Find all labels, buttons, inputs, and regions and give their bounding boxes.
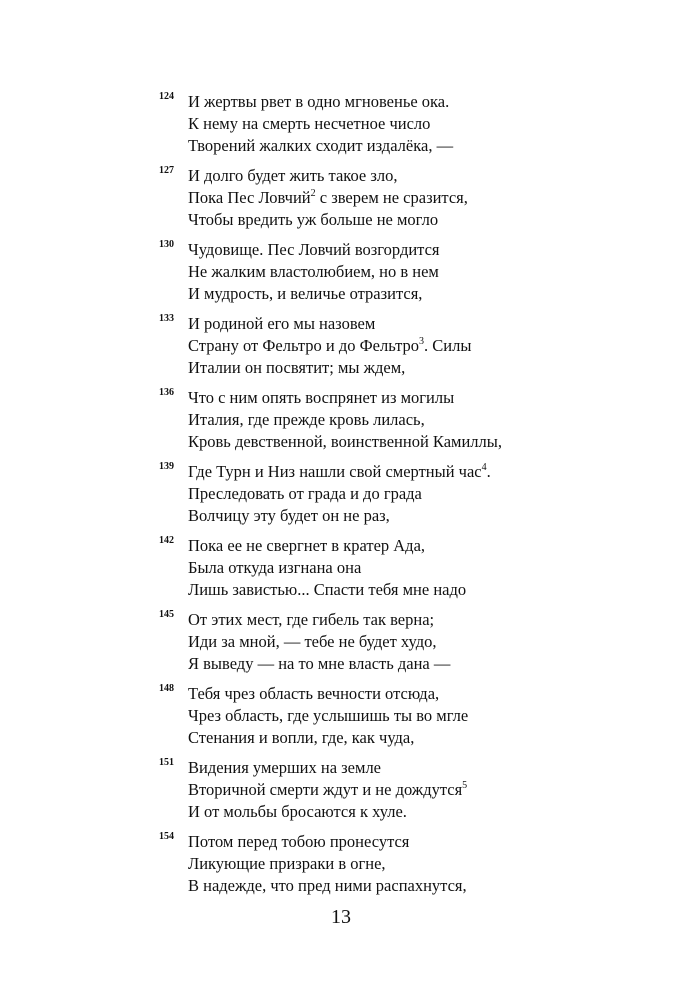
verse-text: . Силы [424,336,472,355]
verse-line: Чтобы вредить уж больше не могло [188,210,439,229]
verse-line: В надежде, что пред ними распахнутся, [188,876,467,895]
verse-line: Чрез область, где услышишь ты во мгле [188,706,469,725]
verse-line [188,461,658,483]
verse-lines [188,91,658,157]
verse-line: Стенания и вопли, где, как чуда, [188,728,415,747]
verse-line: Тебя чрез область вечности отсюда, [188,684,440,703]
line-number: 154 [159,831,174,842]
verse-line [188,187,658,209]
verse-line: Не жалким властолюбием, но в нем [188,262,439,281]
verse-line: Кровь девственной, воинственной Камиллы, [188,432,502,451]
verse-lines [188,165,658,231]
line-number: 142 [159,535,174,546]
verse-text: . [486,462,491,481]
verse-line: Преследовать от града и до града [188,484,422,503]
verse-lines [188,831,658,897]
verse-line: Видения умерших на земле [188,758,382,777]
line-number: 124 [159,91,174,102]
line-number: 148 [159,683,174,694]
verse-line: Иди за мной, — тебе не будет худо, [188,632,437,651]
verse-lines [188,387,658,453]
verse-line: Была откуда изгнана она [188,558,362,577]
verse-line: Италия, где прежде кровь лилась, [188,410,425,429]
verse-line: Ликующие призраки в огне, [188,854,386,873]
verse-lines [188,239,658,305]
verse-line: Италии он посвятит; мы ждем, [188,358,406,377]
verse-line: И родиной его мы назовем [188,314,376,333]
footnote-ref: 3 [419,336,424,347]
verse-line [188,335,658,357]
line-number: 136 [159,387,174,398]
verse-lines [188,461,658,527]
verse-text: Где Турн и Низ нашли свой смертный час [188,462,482,481]
verse-lines [188,609,658,675]
line-number: 130 [159,239,174,250]
line-number: 151 [159,757,174,768]
verse-lines [188,757,658,823]
verse-line: Я выведу — на то мне власть дана — [188,654,451,673]
verse-lines [188,313,658,379]
verse-line: Что с ним опять воспрянет из могилы [188,388,455,407]
footnote-ref: 4 [481,462,487,473]
verse-line: Пока ее не свергнет в кратер Ада, [188,536,426,555]
verse-line: Потом перед тобою пронесутся [188,832,410,851]
line-number: 133 [159,313,174,324]
verse-line: От этих мест, где гибель так верна; [188,610,435,629]
verse-text: с зверем не сразится, [315,188,468,207]
verse-line: Волчицу эту будет он не раз, [188,506,390,525]
verse-line: И долго будет жить такое зло, [188,166,398,185]
verse-line: К нему на смерть несчетное число [188,114,431,133]
verse-text: Вторичной смерти ждут и не дождутся [188,780,463,799]
verse-line [188,779,658,801]
verse-line: И жертвы рвет в одно мгновенье ока. [188,92,450,111]
line-number: 139 [159,461,174,472]
line-number: 127 [159,165,174,176]
verse-line: И от мольбы бросаются к хуле. [188,802,407,821]
footnote-ref: 5 [462,780,468,791]
page-number: 13 [331,906,351,928]
verse-line: Творений жалких сходит издалёка, — [188,136,454,155]
verse-lines [188,683,658,749]
verse-text: Страну от Фельтро и до Фельтро [188,336,419,355]
footnote-ref: 2 [310,188,316,199]
verse-lines [188,535,658,601]
verse-text: Пока Пес Ловчий [188,188,311,207]
verse-line: Чудовище. Пес Ловчий возгордится [188,240,440,259]
line-number: 145 [159,609,174,620]
verse-line: И мудрость, и величье отразится, [188,284,423,303]
verse-line: Лишь завистью... Спасти тебя мне надо [188,580,467,599]
